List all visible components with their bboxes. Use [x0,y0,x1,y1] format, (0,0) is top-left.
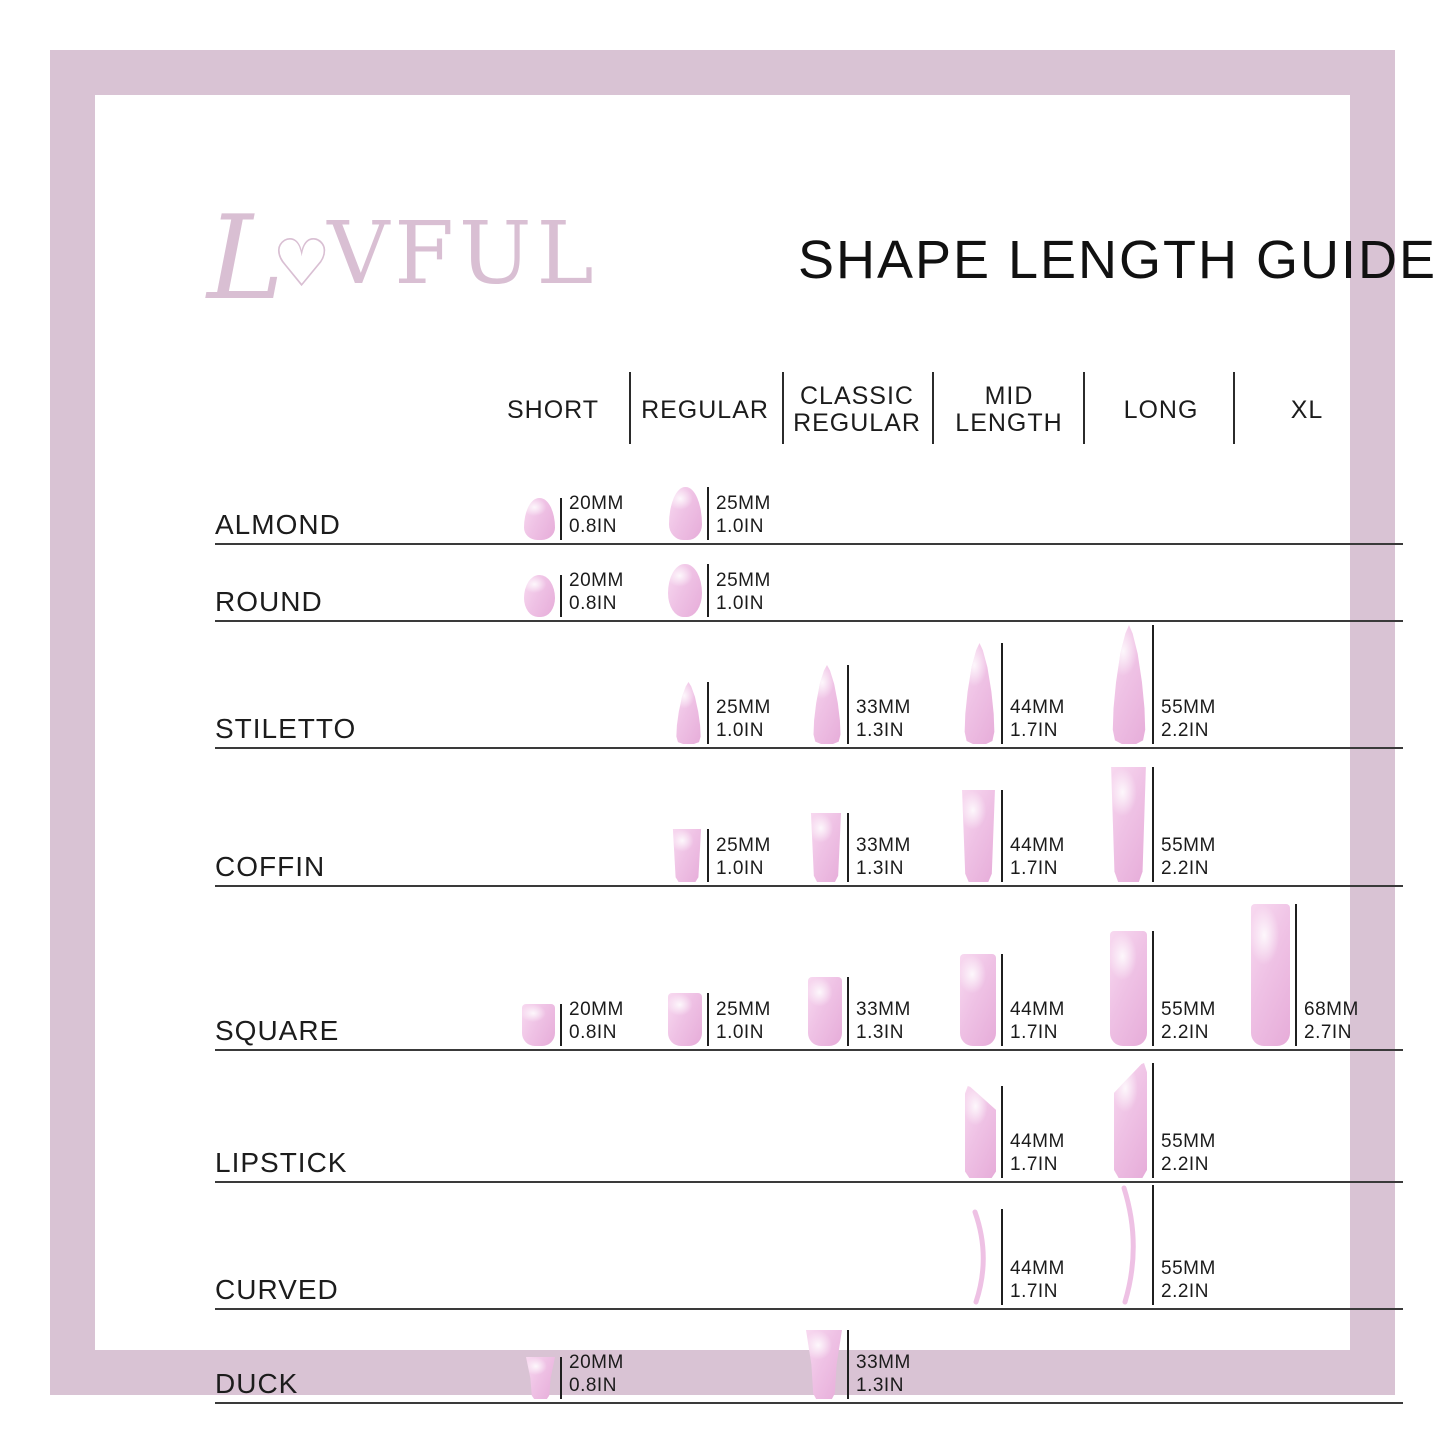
measure-line [560,575,562,617]
measurement-in: 1.0IN [716,516,764,537]
measurement-mm: 20MM [569,1352,624,1373]
column-header-regular: REGULAR [641,395,769,424]
row-label-duck: DUCK [215,1368,299,1399]
measurement-label [1010,1130,1065,1176]
column-divider [1083,372,1085,444]
stiletto-nail-swatch-classic-regular [812,665,842,744]
measurement-mm: 55MM [1161,835,1216,856]
stiletto-nail-swatch-mid-length [963,643,996,744]
column-divider [932,372,934,444]
measurement-label [856,998,911,1044]
measurement-in: 1.7IN [1010,1281,1058,1302]
measurement-label [716,569,771,615]
row-underline [215,1308,1403,1310]
curved-nail-path [975,1212,983,1302]
measure-line [560,498,562,540]
page-title: SHAPE LENGTH GUIDE [797,230,1438,290]
measurement-mm: 55MM [1161,697,1216,718]
row-label-stiletto: STILETTO [215,713,357,744]
measurement-in: 1.0IN [716,720,764,741]
measurement-mm: 44MM [1010,999,1065,1020]
measurement-label [1010,696,1065,742]
measure-line [1001,954,1003,1046]
measurement-in: 1.0IN [716,1022,764,1043]
measure-line [707,564,709,617]
measurement-label [1304,998,1359,1044]
measurement-label [856,834,911,880]
measurement-in: 1.0IN [716,593,764,614]
measure-line [1001,790,1003,882]
measurement-mm: 68MM [1304,999,1359,1020]
measurement-label [856,1351,911,1397]
measurement-mm: 55MM [1161,1258,1216,1279]
curved-nail-swatch-mid-length [969,1209,991,1305]
column-header-mid-length: MID LENGTH [955,382,1063,437]
measurement-mm: 44MM [1010,697,1065,718]
row-label-lipstick: LIPSTICK [215,1147,348,1178]
column-header-classic-regular: CLASSIC REGULAR [793,382,921,437]
column-divider [629,372,631,444]
curved-nail-swatch-long [1118,1185,1142,1305]
measurement-mm: 25MM [716,570,771,591]
measurement-label [569,1351,624,1397]
row-underline [215,543,1403,545]
square-nail-swatch-regular [668,993,702,1046]
column-header-short: SHORT [506,395,600,424]
measurement-in: 1.3IN [856,1375,904,1396]
measure-line [847,813,849,882]
measurement-in: 2.2IN [1161,1022,1209,1043]
square-nail-swatch-mid-length [960,954,996,1046]
lipstick-nail-swatch-long [1114,1063,1147,1178]
curved-nail-path [1124,1188,1133,1302]
measurement-mm: 55MM [1161,1131,1216,1152]
stiletto-nail-swatch-regular [675,682,702,744]
measurement-mm: 44MM [1010,1131,1065,1152]
coffin-nail-swatch-mid-length [961,790,996,882]
measure-line [560,1357,562,1399]
measurement-label [1161,834,1216,880]
measurement-label [1161,1130,1216,1176]
column-divider [1233,372,1235,444]
measurement-label [1010,1257,1065,1303]
measurement-label [856,696,911,742]
brand-logo [207,191,599,326]
measurement-mm: 33MM [856,999,911,1020]
row-underline [215,885,1403,887]
measurement-in: 2.2IN [1161,858,1209,879]
round-nail-swatch-short [524,575,555,617]
measurement-mm: 25MM [716,999,771,1020]
measure-line [1152,931,1154,1046]
measurement-label [1161,696,1216,742]
measurement-in: 2.7IN [1304,1022,1352,1043]
measurement-mm: 44MM [1010,835,1065,856]
measurement-in: 1.7IN [1010,1022,1058,1043]
measurement-label [716,492,771,538]
measurement-label [1010,998,1065,1044]
logo-letters-vful: VFUL [327,204,599,304]
measurement-in: 1.7IN [1010,720,1058,741]
poster-content [95,95,1438,1399]
column-divider [782,372,784,444]
column-header-xl: XL [1290,395,1324,424]
measure-line [847,977,849,1046]
round-nail-swatch-regular [668,564,702,617]
measurement-mm: 33MM [856,1352,911,1373]
measurement-in: 2.2IN [1161,1281,1209,1302]
measurement-mm: 33MM [856,697,911,718]
measurement-mm: 44MM [1010,1258,1065,1279]
measure-line [1152,625,1154,744]
logo-letter-l: L [207,191,285,326]
measure-line [707,487,709,540]
coffin-nail-swatch-regular [672,829,702,882]
square-nail-swatch-xl [1251,904,1290,1046]
coffin-nail-swatch-long [1110,767,1147,882]
measurement-label [1161,1257,1216,1303]
measurement-in: 0.8IN [569,1022,617,1043]
measurement-label [1161,998,1216,1044]
measurement-in: 0.8IN [569,593,617,614]
measure-line [1001,643,1003,744]
column-header-long: LONG [1123,395,1199,424]
row-label-round: ROUND [215,586,323,617]
row-label-almond: ALMOND [215,509,341,540]
measure-line [847,665,849,744]
measurement-mm: 33MM [856,835,911,856]
measurement-in: 2.2IN [1161,720,1209,741]
almond-nail-swatch-regular [669,487,702,540]
measurement-label [716,998,771,1044]
stiletto-nail-swatch-long [1111,625,1147,744]
square-nail-swatch-short [522,1004,555,1046]
measurement-mm: 20MM [569,493,624,514]
measure-line [1152,1185,1154,1305]
almond-nail-swatch-short [524,498,555,540]
measure-line [707,682,709,744]
measure-line [560,1004,562,1046]
row-underline [215,1402,1403,1404]
measure-line [707,829,709,882]
row-label-coffin: COFFIN [215,851,326,882]
measurement-mm: 55MM [1161,999,1216,1020]
measure-line [847,1330,849,1399]
square-nail-swatch-long [1110,931,1147,1046]
measurement-in: 1.7IN [1010,1154,1058,1175]
lipstick-nail-swatch-mid-length [965,1086,996,1178]
measurement-mm: 25MM [716,493,771,514]
measure-line [1152,767,1154,882]
row-underline [215,747,1403,749]
heart-icon: ♡ [272,225,332,302]
row-label-curved: CURVED [215,1274,339,1305]
measurement-label [716,834,771,880]
measure-line [1001,1086,1003,1178]
measurement-in: 1.3IN [856,720,904,741]
measurement-in: 1.3IN [856,858,904,879]
measurement-mm: 25MM [716,835,771,856]
square-nail-swatch-classic-regular [808,977,842,1046]
measurement-mm: 20MM [569,999,624,1020]
measurement-label [569,492,624,538]
row-underline [215,1049,1403,1051]
row-label-square: SQUARE [215,1015,340,1046]
measure-line [1152,1063,1154,1178]
measurement-label [716,696,771,742]
measurement-label [1010,834,1065,880]
measurement-in: 0.8IN [569,516,617,537]
coffin-nail-swatch-classic-regular [810,813,842,882]
measure-line [1295,904,1297,1046]
measurement-in: 1.7IN [1010,858,1058,879]
measurement-in: 1.0IN [716,858,764,879]
measurement-in: 0.8IN [569,1375,617,1396]
row-underline [215,1181,1403,1183]
measurement-mm: 20MM [569,570,624,591]
measure-line [1001,1209,1003,1305]
measurement-mm: 25MM [716,697,771,718]
measure-line [707,993,709,1046]
measurement-label [569,569,624,615]
row-underline [215,620,1403,622]
measurement-in: 2.2IN [1161,1154,1209,1175]
measurement-in: 1.3IN [856,1022,904,1043]
measurement-label [569,998,624,1044]
